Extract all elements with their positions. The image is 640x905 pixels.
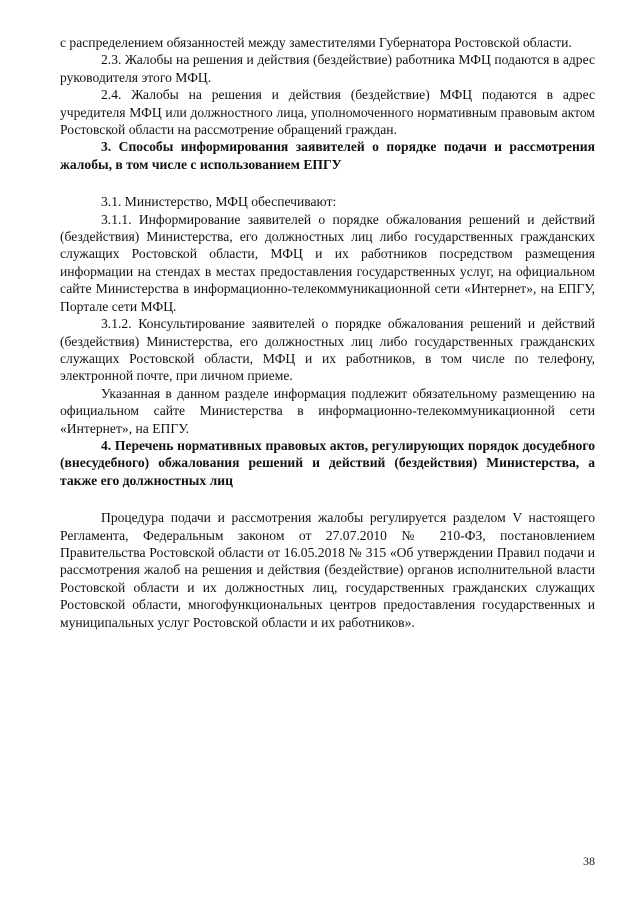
paragraph-3-1: 3.1. Министерство, МФЦ обеспечивают: (101, 194, 337, 210)
page-number: 38 (583, 854, 595, 868)
section-3-heading: 3. Способы информирования заявителей о порядке подачи и рассмотрения жалобы, в том числе с использованием ЕПГУ (60, 139, 595, 172)
document-page (60, 34, 595, 631)
paragraph-2-3: 2.3. Жалобы на решения и действия (бездействие) работника МФЦ подаются в адрес руководителя этого МФЦ. (60, 52, 595, 85)
paragraph-3-1-1: 3.1.1. Информирование заявителей о порядке обжалования решений и действий (бездействия) Министерства, его должностных лиц либо государственных гражданских служащих Ростовской области, МФЦ и их работников посредством размещения информации на стендах в местах предоставления государственных услуг, на официальном сайте Министерства в информационно-телекоммуникационной сети «Интернет», на ЕПГУ, Портале сети МФЦ. (60, 211, 595, 314)
paragraph-procedure: Процедура подачи и рассмотрения жалобы регулируется разделом V настоящего Регламента, Федеральным законом от 27.07.2010 № 210-ФЗ, постановлением Правительства Ростовской области от 16.05.2018 № 315 «Об утверждении Правил подачи и рассмотрения жалоб на решения и действия (бездействие) органов исполнительной власти Ростовской области и их должностных лиц, государственных гражданских служащих Ростовской области, многофункциональных центров предоставления государственных и муниципальных услуг Ростовской области и их работников». (60, 510, 595, 630)
paragraph-2-4: 2.4. Жалобы на решения и действия (бездействие) МФЦ подаются в адрес учредителя МФЦ или должностного лица, уполномоченного нормативным правовым актом Ростовской области на рассмотрение обращений граждан. (60, 87, 595, 138)
paragraph-intro-tail: с распределением обязанностей между заместителями Губернатора Ростовской области. (60, 35, 572, 50)
paragraph-3-1-2: 3.1.2. Консультирование заявителей о порядке обжалования решений и действий (бездействия) Министерства, его должностных лиц либо государственных гражданских служащих Ростовской области, МФЦ и их работников, в том числе по телефону, электронной почте, при личном приеме. (60, 316, 595, 384)
section-4-heading: 4. Перечень нормативных правовых актов, регулирующих порядок досудебного (внесудебного) обжалования решений и действий (бездействия) Министерства, а также его должностных лиц (60, 437, 595, 488)
paragraph-info-placement: Указанная в данном разделе информация подлежит обязательному размещению на официальном сайте Министерства в информационно-телекоммуникационной сети «Интернет», на ЕПГУ. (60, 385, 595, 436)
